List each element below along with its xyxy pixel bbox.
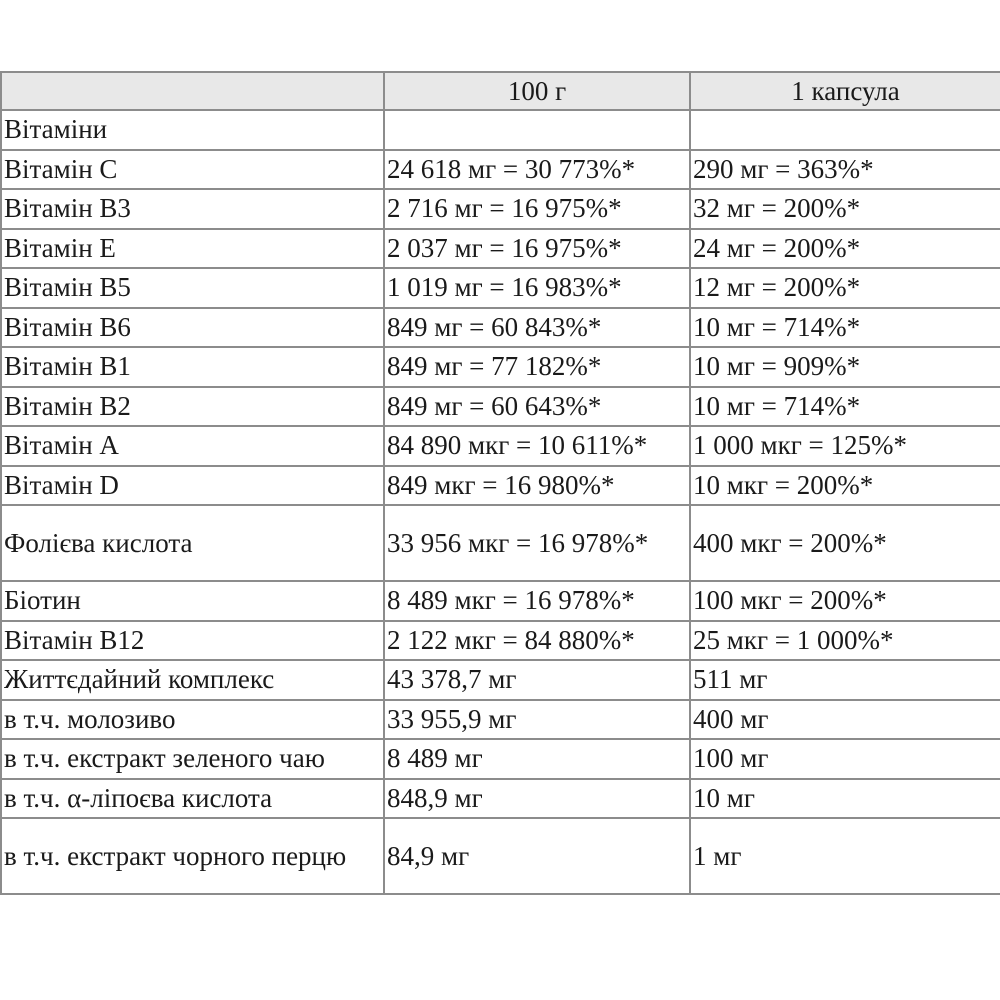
per-100g-cell: 2 716 мг = 16 975%* <box>384 189 690 229</box>
per-capsule-cell: 400 мг <box>690 700 1000 740</box>
per-100g-cell: 8 489 мкг = 16 978%* <box>384 581 690 621</box>
per-capsule-cell: 10 мкг = 200%* <box>690 466 1000 506</box>
table-row <box>1 466 1000 506</box>
table-row <box>1 621 1000 661</box>
per-100g-cell: 849 мкг = 16 980%* <box>384 466 690 506</box>
header-cell-ingredient <box>1 72 384 110</box>
per-100g-cell: 84 890 мкг = 10 611%* <box>384 426 690 466</box>
ingredient-name-cell: Вітамін В1 <box>1 347 384 387</box>
ingredient-name-cell: Біотин <box>1 581 384 621</box>
table-row <box>1 387 1000 427</box>
per-capsule-cell: 290 мг = 363%* <box>690 150 1000 190</box>
table-row <box>1 700 1000 740</box>
per-100g-cell: 849 мг = 77 182%* <box>384 347 690 387</box>
per-capsule-cell: 10 мг = 714%* <box>690 308 1000 348</box>
table-row <box>1 150 1000 190</box>
per-100g-cell: 84,9 мг <box>384 818 690 894</box>
header-cell-per-100g: 100 г <box>384 72 690 110</box>
ingredient-name-cell: Вітамін В5 <box>1 268 384 308</box>
table-header-row <box>1 72 1000 110</box>
per-100g-cell: 8 489 мг <box>384 739 690 779</box>
per-100g-cell: 43 378,7 мг <box>384 660 690 700</box>
per-100g-cell: 2 037 мг = 16 975%* <box>384 229 690 269</box>
per-capsule-cell: 400 мкг = 200%* <box>690 505 1000 581</box>
per-capsule-cell: 10 мг = 909%* <box>690 347 1000 387</box>
table-row <box>1 505 1000 581</box>
header-cell-per-capsule: 1 капсула <box>690 72 1000 110</box>
table-row <box>1 426 1000 466</box>
table-row <box>1 347 1000 387</box>
per-100g-cell: 849 мг = 60 643%* <box>384 387 690 427</box>
table-row <box>1 110 1000 150</box>
table-row <box>1 739 1000 779</box>
per-capsule-cell: 10 мг = 714%* <box>690 387 1000 427</box>
table-row <box>1 189 1000 229</box>
per-100g-cell: 33 955,9 мг <box>384 700 690 740</box>
per-capsule-cell: 1 мг <box>690 818 1000 894</box>
ingredient-name-cell: Вітамін В3 <box>1 189 384 229</box>
ingredient-name-cell: Вітамін В2 <box>1 387 384 427</box>
per-100g-cell <box>384 110 690 150</box>
per-100g-cell: 2 122 мкг = 84 880%* <box>384 621 690 661</box>
table-row <box>1 660 1000 700</box>
per-capsule-cell <box>690 110 1000 150</box>
ingredient-name-cell: Вітамін Е <box>1 229 384 269</box>
per-capsule-cell: 100 мг <box>690 739 1000 779</box>
table-row <box>1 581 1000 621</box>
per-capsule-cell: 12 мг = 200%* <box>690 268 1000 308</box>
per-capsule-cell: 25 мкг = 1 000%* <box>690 621 1000 661</box>
ingredient-name-cell: Вітамін А <box>1 426 384 466</box>
per-capsule-cell: 511 мг <box>690 660 1000 700</box>
ingredient-name-cell: в т.ч. екстракт чорного перцю <box>1 818 384 894</box>
per-100g-cell: 848,9 мг <box>384 779 690 819</box>
ingredient-name-cell: Життєдайний комплекс <box>1 660 384 700</box>
nutrition-table <box>0 71 1000 895</box>
per-100g-cell: 849 мг = 60 843%* <box>384 308 690 348</box>
ingredient-name-cell: Вітамін В12 <box>1 621 384 661</box>
per-capsule-cell: 32 мг = 200%* <box>690 189 1000 229</box>
per-capsule-cell: 10 мг <box>690 779 1000 819</box>
ingredient-name-cell: Вітамін D <box>1 466 384 506</box>
ingredient-name-cell: в т.ч. молозиво <box>1 700 384 740</box>
ingredient-name-cell: Вітамін В6 <box>1 308 384 348</box>
per-100g-cell: 1 019 мг = 16 983%* <box>384 268 690 308</box>
per-capsule-cell: 1 000 мкг = 125%* <box>690 426 1000 466</box>
per-capsule-cell: 24 мг = 200%* <box>690 229 1000 269</box>
per-100g-cell: 33 956 мкг = 16 978%* <box>384 505 690 581</box>
ingredient-name-cell: в т.ч. α-ліпоєва кислота <box>1 779 384 819</box>
table-row <box>1 268 1000 308</box>
ingredient-name-cell: Вітаміни <box>1 110 384 150</box>
table-row <box>1 818 1000 894</box>
table-row <box>1 229 1000 269</box>
table-body <box>1 110 1000 894</box>
table-row <box>1 308 1000 348</box>
ingredient-name-cell: Фолієва кислота <box>1 505 384 581</box>
table-row <box>1 779 1000 819</box>
per-capsule-cell: 100 мкг = 200%* <box>690 581 1000 621</box>
ingredient-name-cell: Вітамін С <box>1 150 384 190</box>
ingredient-name-cell: в т.ч. екстракт зеленого чаю <box>1 739 384 779</box>
per-100g-cell: 24 618 мг = 30 773%* <box>384 150 690 190</box>
